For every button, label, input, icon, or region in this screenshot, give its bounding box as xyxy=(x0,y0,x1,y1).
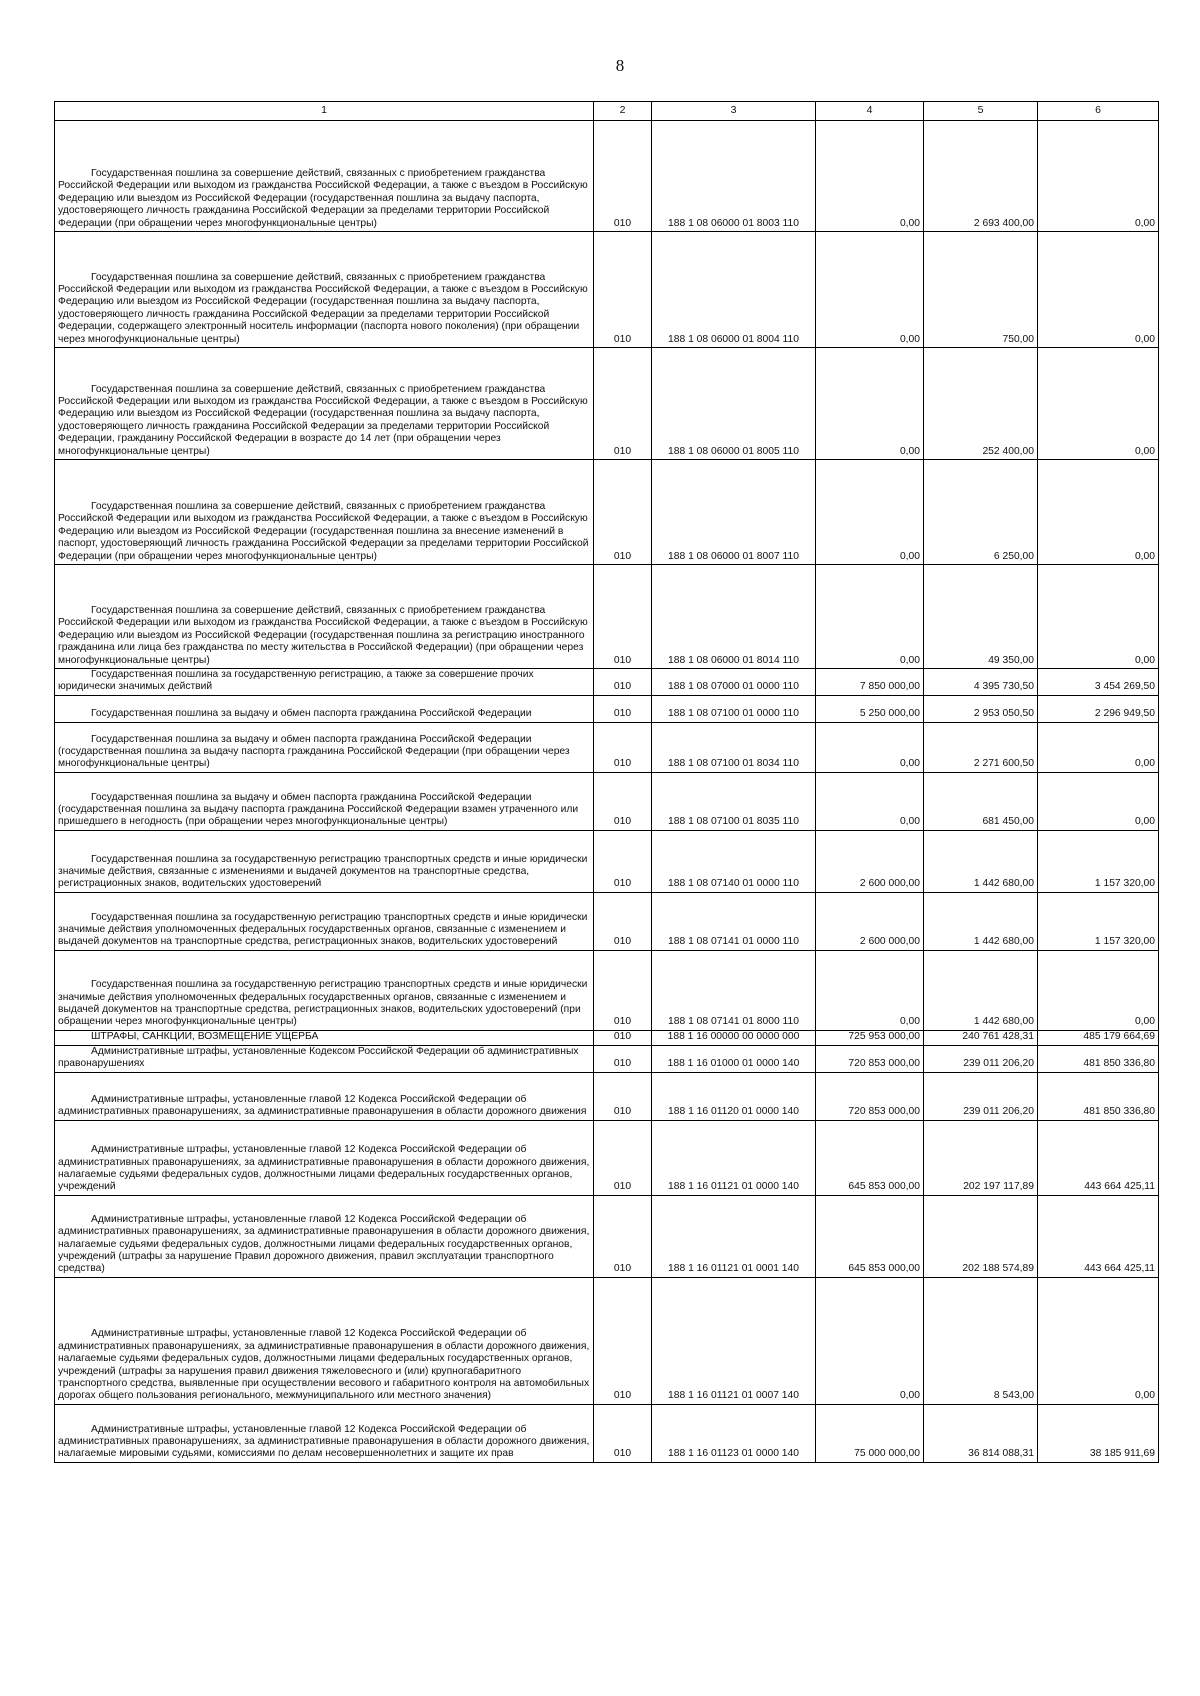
line-code-cell: 010 xyxy=(594,460,652,565)
table-row xyxy=(55,348,1159,460)
budget-code-cell: 188 1 16 01123 01 0000 140 xyxy=(652,1404,816,1462)
table-row xyxy=(55,460,1159,565)
approved-amount-cell: 645 853 000,00 xyxy=(816,1195,924,1277)
executed-amount-cell: 49 350,00 xyxy=(924,565,1038,669)
unexecuted-amount-cell: 1 157 320,00 xyxy=(1038,892,1159,950)
line-code-cell: 010 xyxy=(594,830,652,892)
unexecuted-amount-cell: 0,00 xyxy=(1038,460,1159,565)
line-code-cell: 010 xyxy=(594,950,652,1030)
row-name-text: Административные штрафы, установленные Кодексом Российской Федерации об административных правонарушениях xyxy=(58,1046,579,1070)
row-name-cell xyxy=(55,1045,594,1072)
budget-code-cell: 188 1 08 07100 01 8035 110 xyxy=(652,772,816,830)
executed-amount-cell: 6 250,00 xyxy=(924,460,1038,565)
unexecuted-amount-cell: 481 850 336,80 xyxy=(1038,1045,1159,1072)
row-name-cell xyxy=(55,772,594,830)
unexecuted-amount-cell: 0,00 xyxy=(1038,1277,1159,1404)
row-name-text: Государственная пошлина за выдачу и обмен паспорта гражданина Российской Федерации (государственная пошлина за выдачу паспорта гражданина Российской Федерации взамен утраченного или пришедшего в негодность (при обращении через многофункциональные центры) xyxy=(58,791,579,828)
approved-amount-cell: 0,00 xyxy=(816,772,924,830)
table-body xyxy=(55,121,1159,1463)
budget-code-cell: 188 1 16 01000 01 0000 140 xyxy=(652,1045,816,1072)
row-name-cell xyxy=(55,121,594,232)
executed-amount-cell: 252 400,00 xyxy=(924,348,1038,460)
executed-amount-cell: 239 011 206,20 xyxy=(924,1045,1038,1072)
table-row xyxy=(55,830,1159,892)
line-code-cell: 010 xyxy=(594,1120,652,1195)
table-header xyxy=(55,102,1159,121)
column-header: 2 xyxy=(594,102,652,121)
approved-amount-cell: 0,00 xyxy=(816,565,924,669)
approved-amount-cell: 0,00 xyxy=(816,1277,924,1404)
budget-code-cell: 188 1 16 01121 01 0007 140 xyxy=(652,1277,816,1404)
unexecuted-amount-cell: 2 296 949,50 xyxy=(1038,695,1159,722)
approved-amount-cell: 2 600 000,00 xyxy=(816,830,924,892)
approved-amount-cell: 75 000 000,00 xyxy=(816,1404,924,1462)
approved-amount-cell: 0,00 xyxy=(816,460,924,565)
line-code-cell: 010 xyxy=(594,892,652,950)
executed-amount-cell: 1 442 680,00 xyxy=(924,950,1038,1030)
row-name-cell xyxy=(55,1072,594,1120)
line-code-cell: 010 xyxy=(594,1195,652,1277)
executed-amount-cell: 2 271 600,50 xyxy=(924,722,1038,772)
budget-code-cell: 188 1 16 01121 01 0000 140 xyxy=(652,1120,816,1195)
budget-code-cell: 188 1 08 07100 01 8034 110 xyxy=(652,722,816,772)
executed-amount-cell: 36 814 088,31 xyxy=(924,1404,1038,1462)
executed-amount-cell: 202 197 117,89 xyxy=(924,1120,1038,1195)
table-row xyxy=(55,121,1159,232)
executed-amount-cell: 239 011 206,20 xyxy=(924,1072,1038,1120)
line-code-cell: 010 xyxy=(594,565,652,669)
approved-amount-cell: 645 853 000,00 xyxy=(816,1120,924,1195)
table-row xyxy=(55,1045,1159,1072)
executed-amount-cell: 202 188 574,89 xyxy=(924,1195,1038,1277)
line-code-cell: 010 xyxy=(594,121,652,232)
column-header: 5 xyxy=(924,102,1038,121)
column-header: 4 xyxy=(816,102,924,121)
row-name-text: Административные штрафы, установленные главой 12 Кодекса Российской Федерации об административных правонарушениях, за административные правонарушения в области дорожного движения, налагаемые судьями федеральных судов, должностными лицами федеральных государственных органов, учреждений xyxy=(58,1144,590,1193)
unexecuted-amount-cell: 443 664 425,11 xyxy=(1038,1195,1159,1277)
row-name-text: Административные штрафы, установленные главой 12 Кодекса Российской Федерации об административных правонарушениях, за административные правонарушения в области дорожного движения, налагаемые судьями федеральных судов, должностными лицами федеральных государственных органов, учреждений (штрафы за нарушения правил движения тяжеловесного и (или) крупногабаритного транспортного средства, выявленные при осуществлении весового и габаритного контроля на автомобильных дорогах общего пользования регионального, межмуниципального или местного значения) xyxy=(58,1328,590,1402)
budget-code-cell: 188 1 08 06000 01 8003 110 xyxy=(652,121,816,232)
row-name-cell xyxy=(55,1277,594,1404)
approved-amount-cell: 0,00 xyxy=(816,232,924,348)
approved-amount-cell: 5 250 000,00 xyxy=(816,695,924,722)
line-code-cell: 010 xyxy=(594,348,652,460)
line-code-cell: 010 xyxy=(594,772,652,830)
line-code-cell: 010 xyxy=(594,1030,652,1045)
row-name-text: Государственная пошлина за выдачу и обмен паспорта гражданина Российской Федерации (государственная пошлина за выдачу паспорта гражданина Российской Федерации (при обращении через многофункциональные центры) xyxy=(58,733,570,770)
row-name-text: Государственная пошлина за совершение действий, связанных с приобретением гражданства Российской Федерации или выходом из гражданства Российской Федерации, а также с въездом в Российскую Федерацию или выездом из Российской Федерации (государственная пошлина за регистрацию иностранного гражданина или лица без гражданства по месту жительства в Российской Федерации) (при обращении через многофункциональные центры) xyxy=(58,604,588,666)
row-name-cell xyxy=(55,348,594,460)
row-name-text: Государственная пошлина за совершение действий, связанных с приобретением гражданства Российской Федерации или выходом из гражданства Российской Федерации, а также с въездом в Российскую Федерацию или выездом из Российской Федерации (государственная пошлина за выдачу паспорта, удостоверяющего личность гражданина Российской Федерации за пределами территории Российской Федерации, гражданину Российской Федерации в возрасте до 14 лет (при обращении через многофункциональные центры) xyxy=(58,383,588,457)
approved-amount-cell: 0,00 xyxy=(816,950,924,1030)
row-name-cell xyxy=(55,232,594,348)
budget-code-cell: 188 1 08 07141 01 0000 110 xyxy=(652,892,816,950)
table-row xyxy=(55,772,1159,830)
unexecuted-amount-cell: 485 179 664,69 xyxy=(1038,1030,1159,1045)
budget-code-cell: 188 1 08 06000 01 8004 110 xyxy=(652,232,816,348)
table-row xyxy=(55,1072,1159,1120)
unexecuted-amount-cell: 0,00 xyxy=(1038,348,1159,460)
table-row xyxy=(55,1030,1159,1045)
row-name-text: Государственная пошлина за государственную регистрацию транспортных средств и иные юридически значимые действия, связанные с изменениями и выдачей документов на транспортные средства, регистрационных знаков, водительских удостоверений xyxy=(58,853,588,890)
unexecuted-amount-cell: 0,00 xyxy=(1038,232,1159,348)
executed-amount-cell: 8 543,00 xyxy=(924,1277,1038,1404)
line-code-cell: 010 xyxy=(594,1277,652,1404)
row-name-cell xyxy=(55,1120,594,1195)
table-row xyxy=(55,892,1159,950)
row-name-text: Государственная пошлина за выдачу и обмен паспорта гражданина Российской Федерации xyxy=(91,708,532,720)
executed-amount-cell: 750,00 xyxy=(924,232,1038,348)
column-header: 3 xyxy=(652,102,816,121)
budget-code-cell: 188 1 08 06000 01 8014 110 xyxy=(652,565,816,669)
line-code-cell: 010 xyxy=(594,695,652,722)
row-name-cell xyxy=(55,722,594,772)
unexecuted-amount-cell: 443 664 425,11 xyxy=(1038,1120,1159,1195)
table-row xyxy=(55,1120,1159,1195)
row-name-cell xyxy=(55,565,594,669)
page-number: 8 xyxy=(615,56,625,75)
revenue-table xyxy=(54,101,1159,1463)
row-name-cell xyxy=(55,695,594,722)
budget-code-cell: 188 1 16 01121 01 0001 140 xyxy=(652,1195,816,1277)
unexecuted-amount-cell: 481 850 336,80 xyxy=(1038,1072,1159,1120)
row-name-cell xyxy=(55,1030,594,1045)
row-name-text: Административные штрафы, установленные главой 12 Кодекса Российской Федерации об административных правонарушениях, за административные правонарушения в области дорожного движения xyxy=(58,1094,587,1118)
line-code-cell: 010 xyxy=(594,722,652,772)
table-row xyxy=(55,565,1159,669)
line-code-cell: 010 xyxy=(594,232,652,348)
budget-code-cell: 188 1 08 07141 01 8000 110 xyxy=(652,950,816,1030)
row-name-text: Государственная пошлина за государственную регистрацию транспортных средств и иные юридически значимые действия уполномоченных федеральных государственных органов, связанные с изменением и выдачей документов на транспортные средства, регистрационных знаков, водительских удостоверений (при обращении через многофункциональные центры) xyxy=(58,979,588,1028)
line-code-cell: 010 xyxy=(594,1045,652,1072)
row-name-cell xyxy=(55,1195,594,1277)
table-row xyxy=(55,1404,1159,1462)
column-numbers-row xyxy=(55,102,1159,121)
row-name-text: Государственная пошлина за государственную регистрацию транспортных средств и иные юридически значимые действия уполномоченных федеральных государственных органов, связанные с изменением и выдачей документов на транспортные средства, регистрационных знаков, водительских удостоверений xyxy=(58,911,588,948)
row-name-text: ШТРАФЫ, САНКЦИИ, ВОЗМЕЩЕНИЕ УЩЕРБА xyxy=(91,1031,319,1043)
row-name-cell xyxy=(55,460,594,565)
table-row xyxy=(55,1195,1159,1277)
table-row xyxy=(55,695,1159,722)
column-header: 1 xyxy=(55,102,594,121)
budget-code-cell: 188 1 08 07000 01 0000 110 xyxy=(652,669,816,696)
approved-amount-cell: 720 853 000,00 xyxy=(816,1072,924,1120)
budget-code-cell: 188 1 16 01120 01 0000 140 xyxy=(652,1072,816,1120)
approved-amount-cell: 7 850 000,00 xyxy=(816,669,924,696)
unexecuted-amount-cell: 0,00 xyxy=(1038,772,1159,830)
row-name-cell xyxy=(55,830,594,892)
table-row xyxy=(55,669,1159,696)
row-name-text: Административные штрафы, установленные главой 12 Кодекса Российской Федерации об административных правонарушениях, за административные правонарушения в области дорожного движения, налагаемые судьями федеральных судов, должностными лицами федеральных государственных органов, учреждений (штрафы за нарушение Правил дорожного движения, правил эксплуатации транспортного средства) xyxy=(58,1213,590,1275)
unexecuted-amount-cell: 1 157 320,00 xyxy=(1038,830,1159,892)
executed-amount-cell: 240 761 428,31 xyxy=(924,1030,1038,1045)
line-code-cell: 010 xyxy=(594,1404,652,1462)
table-row xyxy=(55,1277,1159,1404)
approved-amount-cell: 0,00 xyxy=(816,348,924,460)
budget-code-cell: 188 1 08 07100 01 0000 110 xyxy=(652,695,816,722)
table-row xyxy=(55,232,1159,348)
approved-amount-cell: 2 600 000,00 xyxy=(816,892,924,950)
row-name-cell xyxy=(55,1404,594,1462)
row-name-cell xyxy=(55,950,594,1030)
row-name-text: Административные штрафы, установленные главой 12 Кодекса Российской Федерации об административных правонарушениях, за административные правонарушения в области дорожного движения, налагаемые мировыми судьями, комиссиями по делам несовершеннолетних и защите их прав xyxy=(58,1423,590,1460)
budget-code-cell: 188 1 08 06000 01 8007 110 xyxy=(652,460,816,565)
executed-amount-cell: 1 442 680,00 xyxy=(924,892,1038,950)
line-code-cell: 010 xyxy=(594,669,652,696)
unexecuted-amount-cell: 0,00 xyxy=(1038,565,1159,669)
row-name-cell xyxy=(55,669,594,696)
executed-amount-cell: 2 693 400,00 xyxy=(924,121,1038,232)
approved-amount-cell: 725 953 000,00 xyxy=(816,1030,924,1045)
executed-amount-cell: 2 953 050,50 xyxy=(924,695,1038,722)
unexecuted-amount-cell: 3 454 269,50 xyxy=(1038,669,1159,696)
approved-amount-cell: 0,00 xyxy=(816,722,924,772)
unexecuted-amount-cell: 0,00 xyxy=(1038,722,1159,772)
approved-amount-cell: 0,00 xyxy=(816,121,924,232)
executed-amount-cell: 1 442 680,00 xyxy=(924,830,1038,892)
unexecuted-amount-cell: 0,00 xyxy=(1038,121,1159,232)
row-name-text: Государственная пошлина за совершение действий, связанных с приобретением гражданства Российской Федерации или выходом из гражданства Российской Федерации, а также с въездом в Российскую Федерацию или выездом из Российской Федерации (государственная пошлина за выдачу паспорта, удостоверяющего личность гражданина Российской Федерации за пределами территории Российской Федерации (при обращении через многофункциональные центры) xyxy=(58,167,588,229)
column-header: 6 xyxy=(1038,102,1159,121)
row-name-cell xyxy=(55,892,594,950)
approved-amount-cell: 720 853 000,00 xyxy=(816,1045,924,1072)
executed-amount-cell: 681 450,00 xyxy=(924,772,1038,830)
budget-code-cell: 188 1 16 00000 00 0000 000 xyxy=(652,1030,816,1045)
unexecuted-amount-cell: 38 185 911,69 xyxy=(1038,1404,1159,1462)
row-name-text: Государственная пошлина за совершение действий, связанных с приобретением гражданства Российской Федерации или выходом из гражданства Российской Федерации, а также с въездом в Российскую Федерацию или выездом из Российской Федерации (государственная пошлина за выдачу паспорта, удостоверяющего личность гражданина Российской Федерации за пределами территории Российской Федерации, содержащего электронный носитель информации (паспорта нового поколения) (при обращении через многофункциональные центры) xyxy=(58,271,588,345)
line-code-cell: 010 xyxy=(594,1072,652,1120)
budget-code-cell: 188 1 08 07140 01 0000 110 xyxy=(652,830,816,892)
executed-amount-cell: 4 395 730,50 xyxy=(924,669,1038,696)
table-row xyxy=(55,722,1159,772)
row-name-text: Государственная пошлина за совершение действий, связанных с приобретением гражданства Российской Федерации или выходом из гражданства Российской Федерации, а также с въездом в Российскую Федерацию или выездом из Российской Федерации (государственная пошлина за внесение изменений в паспорт, удостоверяющий личность гражданина Российской Федерации за пределами территории Российской Федерации (при обращении через многофункциональные центры) xyxy=(58,500,589,562)
row-name-text: Государственная пошлина за государственную регистрацию, а также за совершение прочих юридически значимых действий xyxy=(58,669,534,693)
budget-code-cell: 188 1 08 06000 01 8005 110 xyxy=(652,348,816,460)
unexecuted-amount-cell: 0,00 xyxy=(1038,950,1159,1030)
table-row xyxy=(55,950,1159,1030)
